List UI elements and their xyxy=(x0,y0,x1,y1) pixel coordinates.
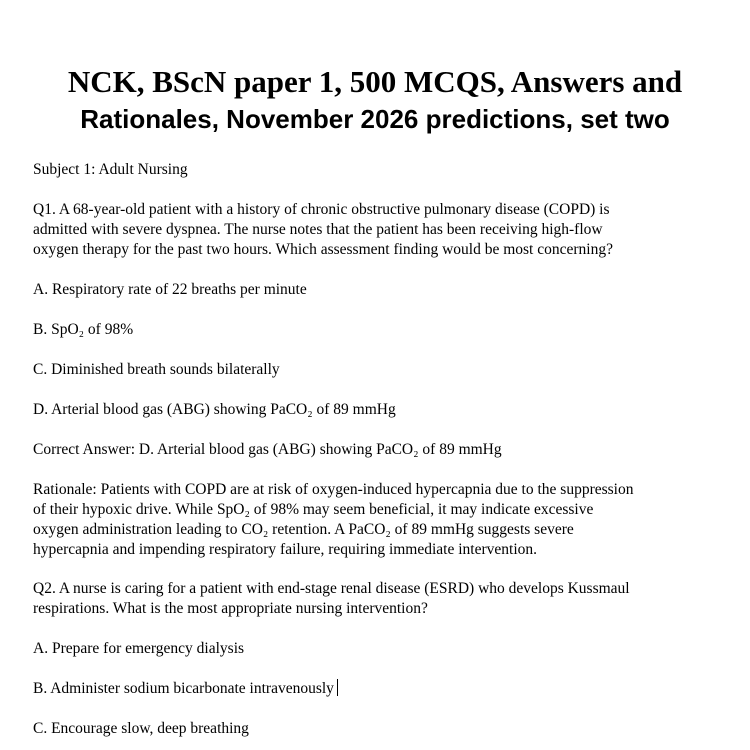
question-1-option-a: A. Respiratory rate of 22 breaths per minute xyxy=(33,281,307,298)
question-1-rationale-line: oxygen administration leading to CO₂ retention. A PaCO₂ of 89 mmHg suggests severe xyxy=(33,521,574,538)
question-2-stem-line: respirations. What is the most appropriate nursing intervention? xyxy=(33,600,428,617)
question-1-stem-line: admitted with severe dyspnea. The nurse notes that the patient has been receiving high-flow xyxy=(33,221,603,238)
question-2-option-a: A. Prepare for emergency dialysis xyxy=(33,640,245,657)
question-1-rationale-line: hypercapnia and impending respiratory failure, requiring immediate intervention. xyxy=(33,541,538,558)
question-2-option-b: B. Administer sodium bicarbonate intravenously xyxy=(33,680,334,697)
question-2-stem xyxy=(33,579,723,619)
question-2-stem-line: Q2. A nurse is caring for a patient with end-stage renal disease (ESRD) who develops Kussmaul xyxy=(33,580,630,597)
question-1-rationale xyxy=(33,480,723,560)
subject-heading: Subject 1: Adult Nursing xyxy=(33,161,188,178)
question-2-option-b-line[interactable] xyxy=(33,679,723,699)
document-title-line-2: Rationales, November 2026 predictions, set two xyxy=(80,104,670,134)
question-1-stem-line: oxygen therapy for the past two hours. Which assessment finding would be most concerning? xyxy=(33,241,613,258)
question-1-option-c: C. Diminished breath sounds bilaterally xyxy=(33,361,280,378)
question-1-stem xyxy=(33,200,723,260)
question-1-option-b: B. SpO₂ of 98% xyxy=(33,321,134,338)
question-1-correct-answer: Correct Answer: D. Arterial blood gas (ABG) showing PaCO₂ of 89 mmHg xyxy=(33,441,502,458)
question-1-stem-line: Q1. A 68-year-old patient with a history of chronic obstructive pulmonary disease (COPD) is xyxy=(33,201,610,218)
question-1-rationale-line: Rationale: Patients with COPD are at risk of oxygen-induced hypercapnia due to the suppression xyxy=(33,481,634,498)
question-1-option-d: D. Arterial blood gas (ABG) showing PaCO₂ of 89 mmHg xyxy=(33,401,396,418)
question-2-option-c: C. Encourage slow, deep breathing xyxy=(33,720,249,737)
question-1-rationale-line: of their hypoxic drive. While SpO₂ of 98% may seem beneficial, it may indicate excessive xyxy=(33,501,594,518)
text-cursor xyxy=(337,679,338,696)
document-title-line-1: NCK, BScN paper 1, 500 MCQS, Answers and xyxy=(67,64,683,99)
